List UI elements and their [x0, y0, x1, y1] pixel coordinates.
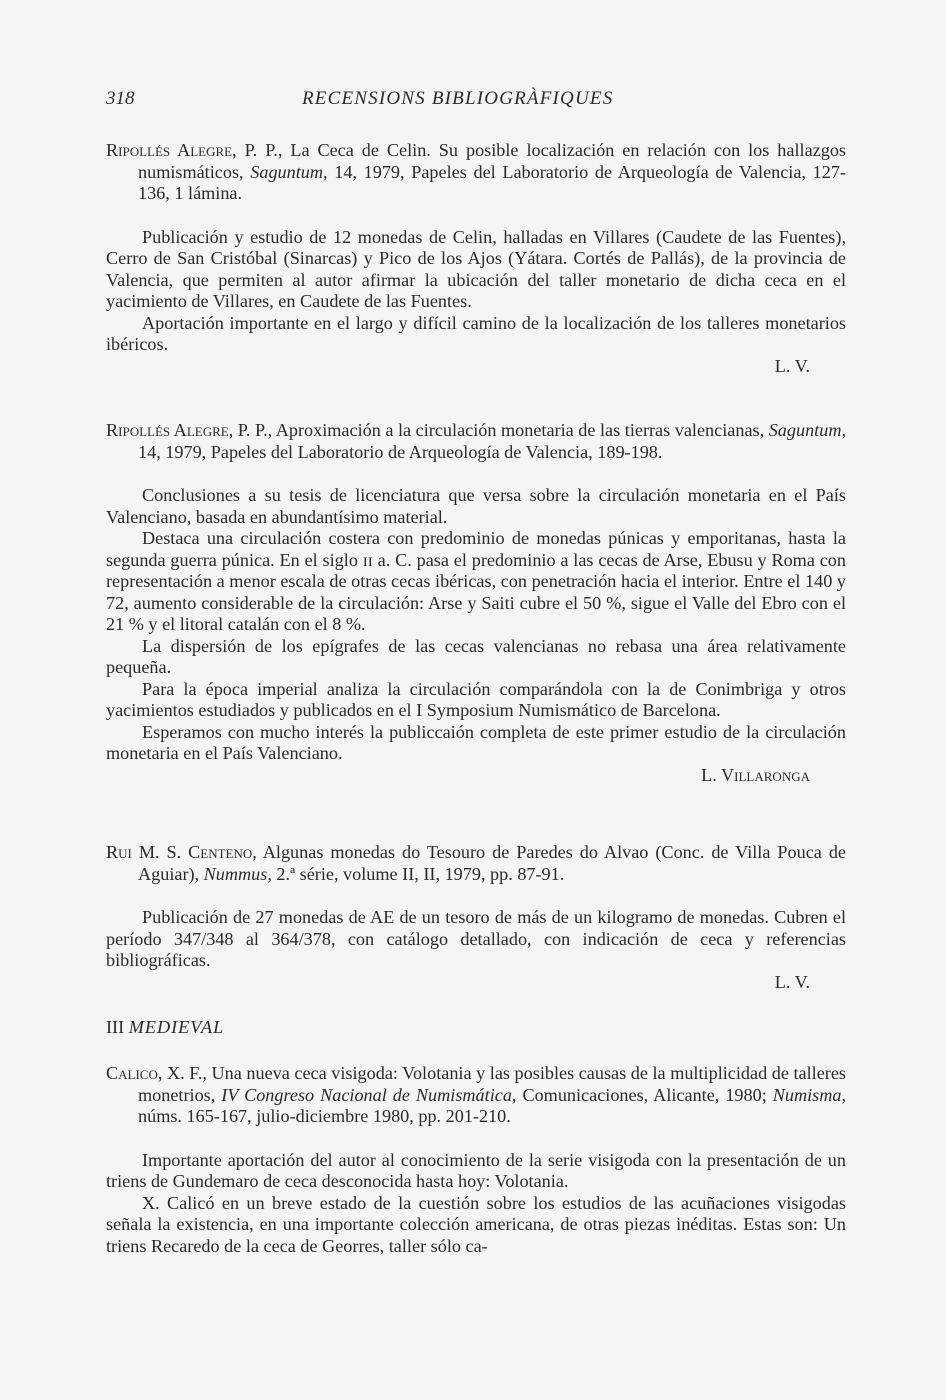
bibliographic-reference — [106, 420, 846, 463]
journal-name: Saguntum, — [250, 161, 328, 182]
review-entry-4 — [106, 1063, 846, 1257]
section-number: III — [106, 1017, 125, 1037]
work-title: Aproximación a la circulación monetaria de las tierras valencianas, — [272, 420, 769, 440]
review-paragraph: Importante aportación del autor al conocimiento de la serie visigoda con la presentación de un triens de Gundemaro de ceca desconocida hasta hoy: Volotania. — [106, 1149, 846, 1191]
work-title: La Ceca de Celin. Su posible localización en relación con los hallazgos numismáticos, — [138, 140, 846, 182]
author-name: Rui M. S. Centeno, — [106, 842, 257, 862]
work-title: Algunas monedas do Tesouro de Paredes do Alvao (Conc. de Villa Pouca de Aguiar), — [138, 842, 846, 884]
review-paragraph: Aportación importante en el largo y difícil camino de la localización de los talleres monetarios ibéricos. — [106, 312, 846, 354]
reviewer-signature: L. Villaronga — [701, 764, 810, 785]
review-paragraph: La dispersión de los epígrafes de las cecas valencianas no rebasa una área relativamente pequeña. — [106, 635, 846, 677]
review-paragraph: Esperamos con mucho interés la publiccaión completa de este primer estudio de la circulación monetaria en el País Valenciano. — [106, 721, 846, 763]
publication-details: núms. 165-167, julio-diciembre 1980, pp. 201-210. — [138, 1106, 511, 1126]
bibliographic-reference — [106, 842, 846, 885]
review-paragraph: Destaca una circulación costera con predominio de monedas púnicas y emporitanas, hasta la segunda guerra púnica. En el siglo ɪɪ a. C. pasa el predominio a las cecas de Arse, Ebusu y Roma con representación a menor escala de otras cecas ibéricas, con penetración hacia el interior. Entre el 140 y 72, aumento considerable de la circulación: Arse y Saiti cubre el 50 %, sigue el Valle del Ebro con el 21 % y el litoral catalán con el 8 %. — [106, 528, 846, 634]
publication-details: Comunicaciones, Alicante, 1980; — [516, 1084, 773, 1105]
section-heading — [106, 1017, 224, 1038]
journal-name: Numisma, — [772, 1084, 846, 1105]
reviewer-initials: L. V. — [774, 355, 810, 376]
section-title: MEDIEVAL — [128, 1017, 225, 1037]
running-title: RECENSIONS BIBLIOGRÀFIQUES — [302, 88, 614, 109]
page-number: 318 — [106, 88, 135, 109]
publication-details: 2.ª série, volume II, II, 1979, pp. 87-91. — [271, 863, 565, 884]
author-name: Calico, X. F., — [106, 1063, 207, 1083]
author-name: Ripollés Alegre, P. P., — [106, 140, 283, 160]
review-entry-1 — [106, 140, 846, 377]
review-paragraph: X. Calicó en un breve estado de la cuestión sobre los estudios de las acuñaciones visigodas señala la existencia, en una importante colección americana, de otras piezas inéditas. Estas son: Un triens Recaredo de la ceca de Georres, taller sólo ca- — [106, 1192, 846, 1256]
conference-name: IV Congreso Nacional de Numismática, — [221, 1084, 517, 1105]
publication-details: 14, 1979, Papeles del Laboratorio de Arqueología de Valencia, 127-136, 1 lámina. — [138, 161, 846, 203]
reviewer-initials: L. V. — [774, 971, 810, 992]
review-paragraph: Para la época imperial analiza la circulación comparándola con la de Conimbriga y otros yacimientos estudiados y publicados en el I Symposium Numismático de Barcelona. — [106, 678, 846, 720]
journal-name: Nummus, — [203, 863, 272, 884]
bibliographic-reference — [106, 140, 846, 205]
review-paragraph: Publicación y estudio de 12 monedas de Celin, halladas en Villares (Caudete de las Fuentes), Cerro de San Cristóbal (Sinarcas) y Pico de los Ajos (Yátara. Cortés de Pallás), de la provincia de Valencia, que permiten al autor afirmar la ubicación del taller monetario de dicha ceca en el yacimiento de Villares, en Caudete de las Fuentes. — [106, 226, 846, 311]
review-paragraph: Publicación de 27 monedas de AE de un tesoro de más de un kilogramo de monedas. Cubren el período 347/348 al 364/378, con catálogo detallado, con indicación de ceca y referencias bibliográficas. — [106, 907, 846, 970]
review-entry-3 — [106, 842, 846, 993]
work-title: Una nueva ceca visigoda: Volotania y las posibles causas de la multiplicidad de talleres monetrios, — [138, 1063, 846, 1105]
review-entry-2 — [106, 420, 846, 786]
page-header — [106, 88, 846, 118]
bibliographic-reference — [106, 1063, 846, 1128]
review-paragraph: Conclusiones a su tesis de licenciatura que versa sobre la circulación monetaria en el País Valenciano, basada en abundantísimo material. — [106, 485, 846, 527]
author-name: Ripollés Alegre, P. P., — [106, 420, 273, 440]
publication-details: 14, 1979, Papeles del Laboratorio de Arqueología de Valencia, 189-198. — [138, 441, 663, 462]
journal-name: Saguntum, — [768, 420, 846, 440]
